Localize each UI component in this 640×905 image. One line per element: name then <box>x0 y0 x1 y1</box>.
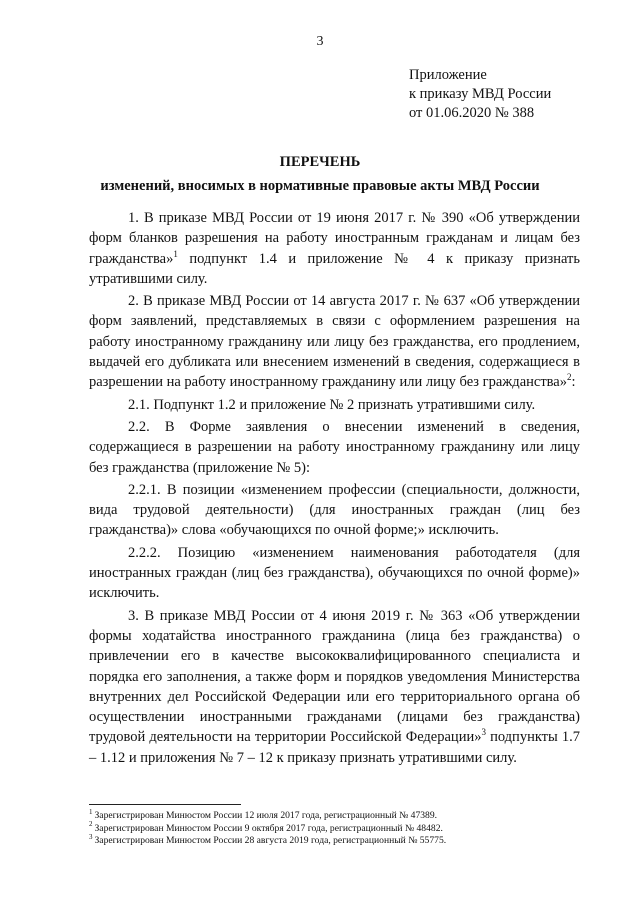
footnote-divider <box>89 804 241 805</box>
footnote-ref-1: 1 <box>173 248 178 259</box>
paragraph-2-2: 2.2. В Форме заявления о внесении изменений в сведения, содержащиеся в разрешении на работу иностранному гражданину или лицу без гражданства (приложение № 5): <box>89 418 580 476</box>
paragraph-2-2-2: 2.2.2. Позицию «изменением наименования работодателя (для иностранных граждан (лиц без гражданства), обучающихся по очной форме)» исключить. <box>89 544 580 602</box>
appendix-label: Приложение <box>409 67 487 83</box>
document-body <box>89 208 580 768</box>
footnote-1 <box>89 807 589 823</box>
footnote-3-text: Зарегистрирован Минюстом России 28 августа 2019 года, регистрационный № 55775. <box>94 835 447 846</box>
footnote-ref-3: 3 <box>481 727 486 738</box>
title-subtitle: изменений, вносимых в нормативные правовые акты МВД России <box>100 178 540 194</box>
paragraph-2-tail: : <box>571 374 576 391</box>
document-title <box>0 152 640 197</box>
paragraph-2 <box>89 291 580 392</box>
paragraph-3 <box>89 606 580 768</box>
footnote-2-text: Зарегистрирован Минюстом России 9 октября 2017 года, регистрационный № 48482. <box>94 822 443 834</box>
footnote-1-text: Зарегистрирован Минюстом России 12 июля 2017 года, регистрационный № 47389. <box>94 810 438 821</box>
footnote-3-mark: 3 <box>89 832 93 841</box>
footnote-2-mark: 2 <box>89 820 93 829</box>
page-number: 3 <box>316 34 324 49</box>
paragraph-3-tail: подпункты 1.7 – 1.12 и приложения № 7 – 12 к приказу признать утратившими силу. <box>89 729 580 766</box>
paragraph-1-tail: подпункт 1.4 и приложение № 4 к приказу признать утратившими силу. <box>89 250 580 287</box>
paragraph-1 <box>89 208 580 289</box>
appendix-order-date: от 01.06.2020 № 388 <box>409 105 535 121</box>
appendix-order-ref: к приказу МВД России <box>409 86 552 102</box>
appendix-block <box>409 66 551 123</box>
paragraph-1-text: 1. В приказе МВД России от 19 июня 2017 г. № 390 «Об утверждении форм бланков разрешения на работу иностранным гражданам и лицам без гражданства» <box>89 210 580 267</box>
footnotes <box>89 807 589 848</box>
footnote-1-mark: 1 <box>89 807 93 816</box>
title-heading: ПЕРЕЧЕНЬ <box>279 154 361 170</box>
paragraph-3-text: 3. В приказе МВД России от 4 июня 2019 г. № 363 «Об утверждении формы ходатайства иностранного гражданина (лица без гражданства) о привлечении его в качестве высококвалифицированного специалиста и порядка его заполнения, а также форм и порядков уведомления Министерства внутренних дел Российской Федерации или его территориального органа об осуществлении иностранными гражданами (лицами без гражданства) трудовой деятельности на территории Российской Федерации» <box>89 607 580 746</box>
footnote-ref-2: 2 <box>567 372 572 383</box>
paragraph-2-2-1: 2.2.1. В позиции «изменением профессии (специальности, должности, вида трудовой деятельности) (для иностранных граждан (лиц без гражданства)» слова «обучающихся по очной форме;» исключить. <box>89 481 580 539</box>
footnote-3 <box>89 832 589 848</box>
paragraph-2-1: 2.1. Подпункт 1.2 и приложение № 2 признать утратившими силу. <box>128 396 536 413</box>
paragraph-2-text: 2. В приказе МВД России от 14 августа 2017 г. № 637 «Об утверждении форм заявлений, представляемых в связи с оформлением разрешения на работу иностранному гражданину или лицу без гражданства, его продлением, выдачей его дубликата или внесением изменений в сведения, содержащиеся в разрешении на работу иностранному гражданину или лицу без гражданства» <box>89 293 580 391</box>
footnote-2 <box>89 820 589 836</box>
